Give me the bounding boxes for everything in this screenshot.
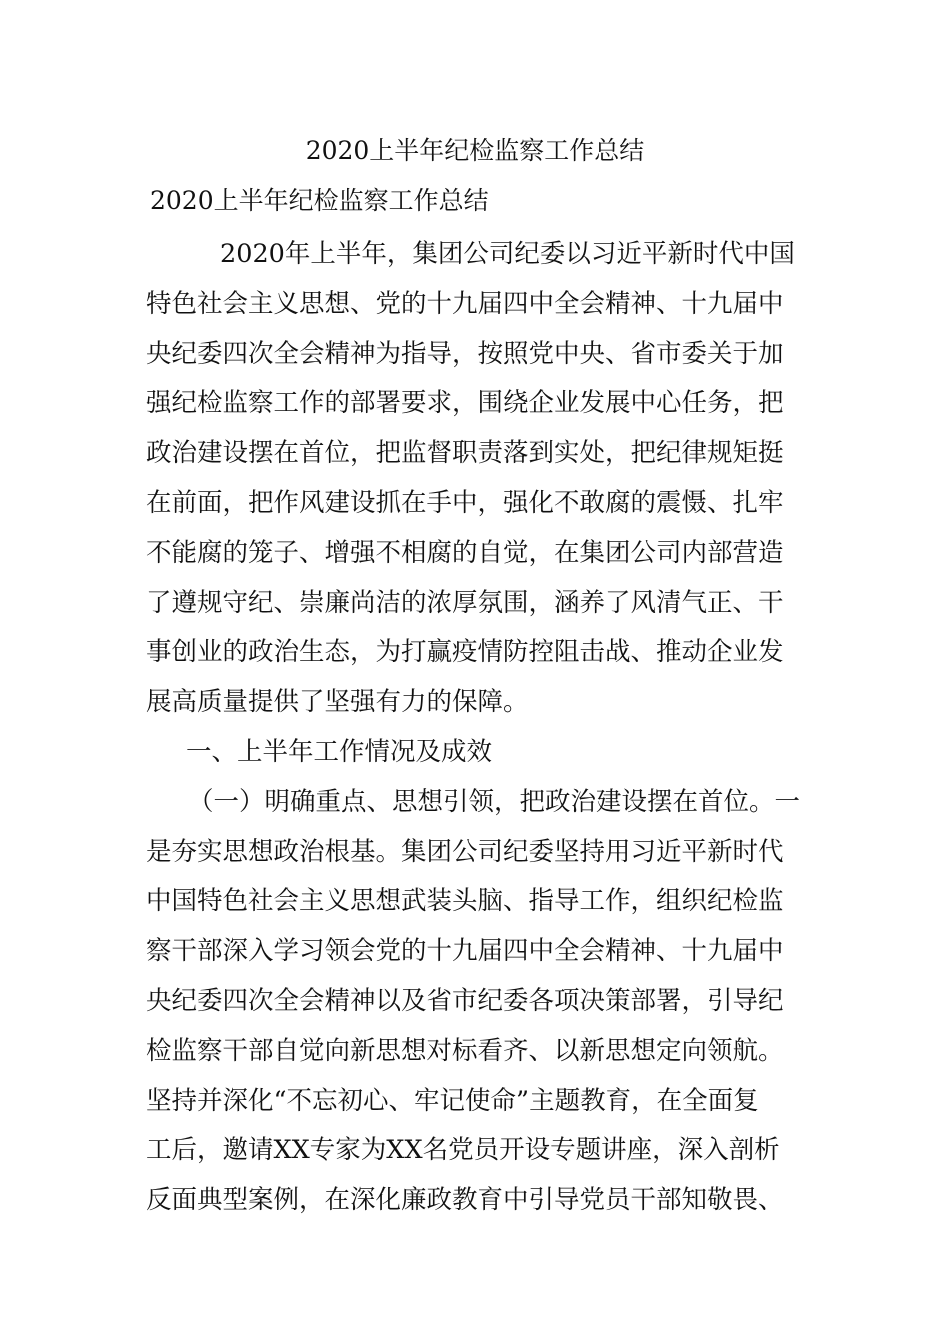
paragraph-line: 察干部深入学习领会党的十九届四中全会精神、十九届中 bbox=[146, 936, 784, 967]
document-subtitle: 2020上半年纪检监察工作总结 bbox=[150, 186, 489, 215]
paragraph-line: 了遵规守纪、崇廉尚洁的浓厚氛围，涵养了风清气正、干 bbox=[146, 587, 784, 618]
paragraph-line: 政治建设摆在首位，把监督职责落到实处，把纪律规矩挺 bbox=[146, 438, 784, 469]
paragraph-line: 央纪委四次全会精神为指导，按照党中央、省市委关于加 bbox=[146, 338, 784, 369]
paragraph-line: 反面典型案例，在深化廉政教育中引导党员干部知敬畏、 bbox=[146, 1185, 784, 1216]
paragraph-line: （一）明确重点、思想引领，把政治建设摆在首位。一 bbox=[188, 786, 801, 817]
paragraph-line: 在前面，把作风建设抓在手中，强化不敢腐的震慑、扎牢 bbox=[146, 487, 784, 518]
paragraph-line: 特色社会主义思想、党的十九届四中全会精神、十九届中 bbox=[146, 288, 784, 319]
paragraph-line: 中国特色社会主义思想武装头脑、指导工作，组织纪检监 bbox=[146, 886, 784, 917]
paragraph-line: 展高质量提供了坚强有力的保障。 bbox=[146, 687, 529, 718]
paragraph-line: 强纪检监察工作的部署要求，围绕企业发展中心任务，把 bbox=[146, 388, 784, 419]
paragraph-line: 工后，邀请XX专家为XX名党员开设专题讲座，深入剖析 bbox=[146, 1135, 780, 1166]
paragraph-line: 坚持并深化“不忘初心、牢记使命”主题教育，在全面复 bbox=[146, 1085, 759, 1116]
paragraph-line: 是夯实思想政治根基。集团公司纪委坚持用习近平新时代 bbox=[146, 836, 784, 867]
paragraph-line: 检监察干部自觉向新思想对标看齐、以新思想定向领航。 bbox=[146, 1035, 784, 1066]
paragraph-line: 央纪委四次全会精神以及省市纪委各项决策部署，引导纪 bbox=[146, 985, 784, 1016]
document-title: 2020上半年纪检监察工作总结 bbox=[305, 136, 645, 165]
paragraph-line: 不能腐的笼子、增强不相腐的自觉，在集团公司内部营造 bbox=[146, 537, 784, 568]
document-body bbox=[146, 230, 806, 1226]
section-heading: 一、上半年工作情况及成效 bbox=[186, 736, 493, 767]
paragraph-line: 事创业的政治生态，为打赢疫情防控阻击战、推动企业发 bbox=[146, 637, 784, 668]
paragraph-line: 2020年上半年，集团公司纪委以习近平新时代中国 bbox=[220, 239, 795, 269]
